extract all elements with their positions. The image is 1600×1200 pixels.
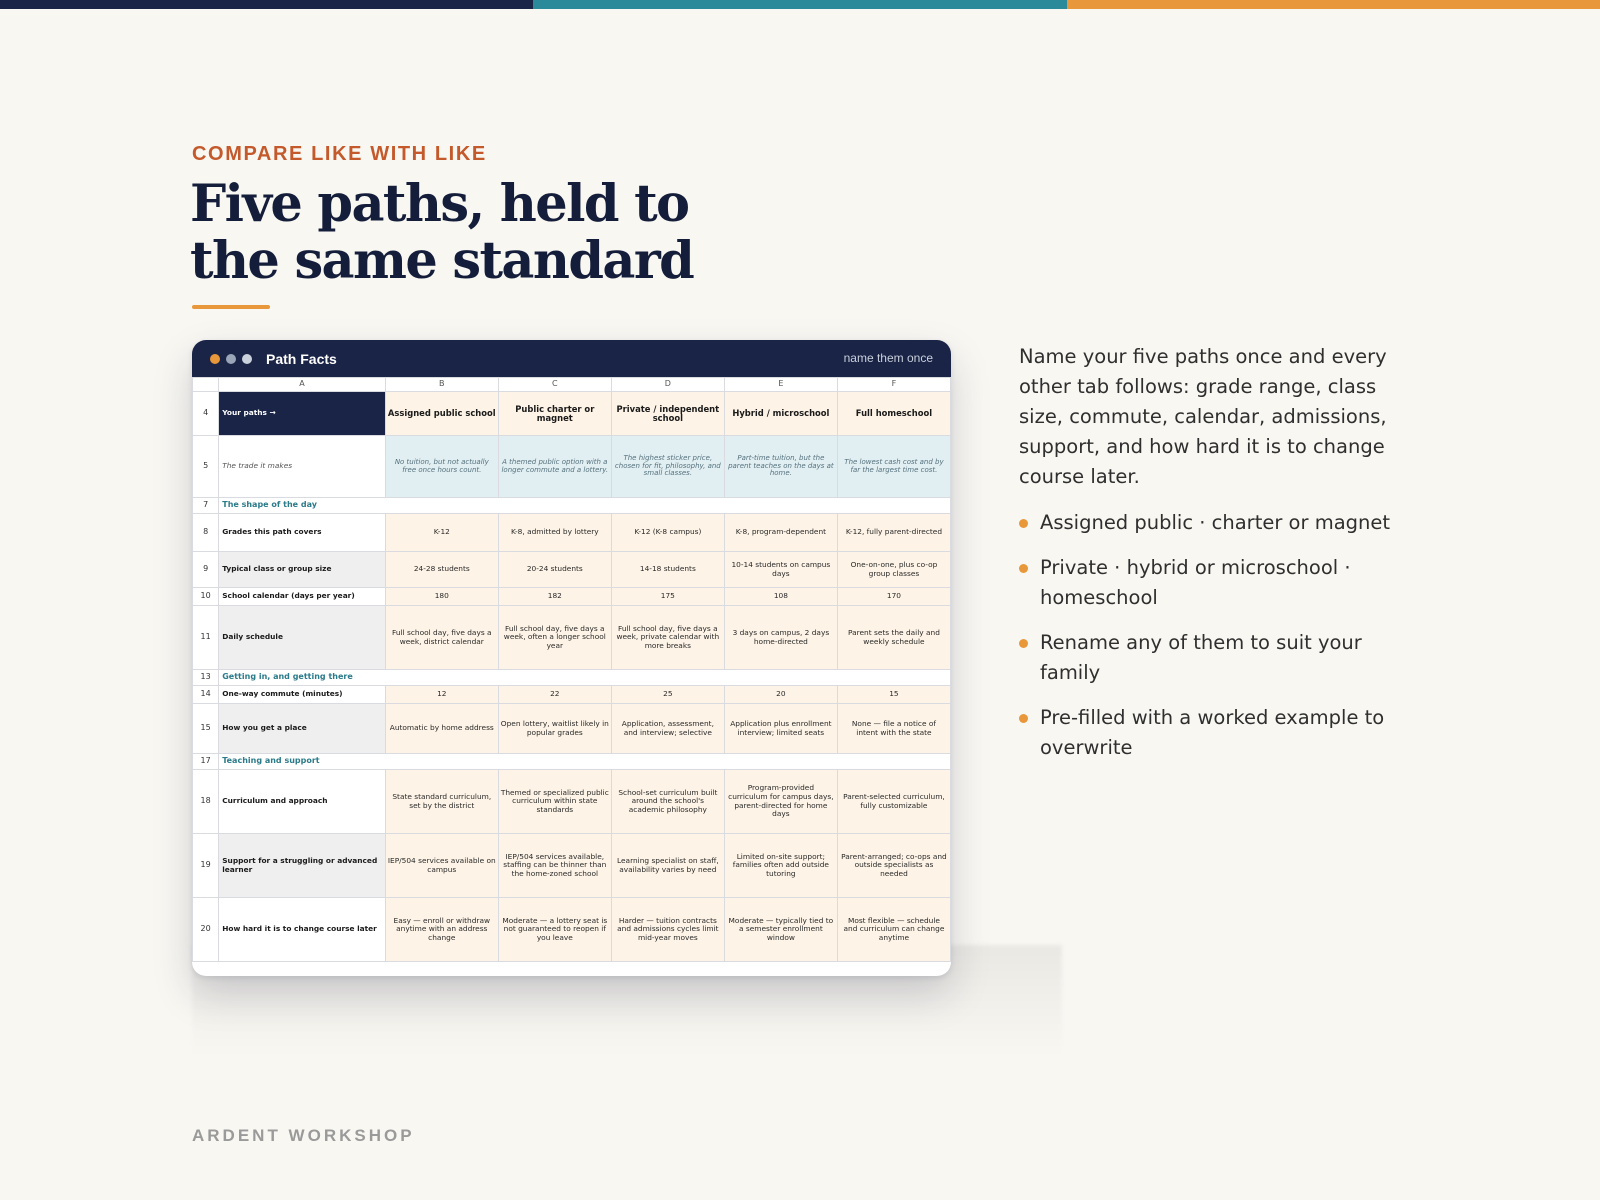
row-label: Typical class or group size — [219, 552, 386, 588]
table-row — [193, 606, 951, 670]
path-name-cell: Hybrid / microschool — [724, 392, 837, 436]
value-cell: K-12 — [385, 514, 498, 552]
table-row — [193, 392, 951, 436]
value-cell: Full school day, five days a week, often a longer school year — [498, 606, 611, 670]
bullet-dot-icon — [1019, 564, 1028, 573]
path-facts-table — [192, 377, 951, 962]
row-label: School calendar (days per year) — [219, 588, 386, 606]
row-number: 14 — [193, 686, 219, 704]
table-row — [193, 588, 951, 606]
value-cell: 180 — [385, 588, 498, 606]
table-row — [193, 770, 951, 834]
column-letter-e: E — [724, 378, 837, 392]
window-title: Path Facts — [266, 350, 337, 367]
spreadsheet-window — [192, 340, 951, 976]
value-cell: School-set curriculum built around the school's academic philosophy — [611, 770, 724, 834]
window-titlebar — [192, 340, 951, 377]
list-item — [1019, 508, 1419, 538]
value-cell: IEP/504 services available, staffing can be thinner than the home-zoned school — [498, 834, 611, 898]
row-number: 5 — [193, 436, 219, 498]
row-number: 10 — [193, 588, 219, 606]
value-cell: Full school day, five days a week, district calendar — [385, 606, 498, 670]
table-row — [193, 704, 951, 754]
trade-cell: No tuition, but not actually free once hours count. — [385, 436, 498, 498]
column-letter-b: B — [385, 378, 498, 392]
path-name-cell: Full homeschool — [837, 392, 950, 436]
section-title: The shape of the day — [219, 498, 951, 514]
row-number: 20 — [193, 898, 219, 962]
value-cell: Application, assessment, and interview; selective — [611, 704, 724, 754]
row-label: How you get a place — [219, 704, 386, 754]
value-cell: Parent-arranged; co-ops and outside specialists as needed — [837, 834, 950, 898]
value-cell: Parent sets the daily and weekly schedule — [837, 606, 950, 670]
window-dot-orange-icon — [210, 354, 220, 364]
bullet-dot-icon — [1019, 519, 1028, 528]
path-name-cell: Assigned public school — [385, 392, 498, 436]
value-cell: K-12, fully parent-directed — [837, 514, 950, 552]
list-item — [1019, 703, 1419, 763]
row-number: 4 — [193, 392, 219, 436]
top-bar-orange-segment — [1067, 0, 1600, 9]
table-row — [193, 834, 951, 898]
row-label: One-way commute (minutes) — [219, 686, 386, 704]
value-cell: Moderate — a lottery seat is not guaranteed to reopen if you leave — [498, 898, 611, 962]
list-item — [1019, 628, 1419, 688]
top-color-bar — [0, 0, 1600, 9]
title-underline — [192, 305, 270, 309]
window-hint: name them once — [843, 351, 933, 365]
trade-cell: The lowest cash cost and by far the largest time cost. — [837, 436, 950, 498]
value-cell: One-on-one, plus co-op group classes — [837, 552, 950, 588]
feature-list — [1019, 508, 1419, 778]
value-cell: K-8, admitted by lottery — [498, 514, 611, 552]
value-cell: 20-24 students — [498, 552, 611, 588]
window-dot-grey-icon — [226, 354, 236, 364]
row-label: How hard it is to change course later — [219, 898, 386, 962]
list-item-text: Private · hybrid or microschool · homeschool — [1040, 556, 1351, 609]
row-number: 13 — [193, 670, 219, 686]
row-label: Curriculum and approach — [219, 770, 386, 834]
list-item-text: Rename any of them to suit your family — [1040, 631, 1362, 684]
trade-label: The trade it makes — [219, 436, 386, 498]
value-cell: 108 — [724, 588, 837, 606]
value-cell: 10-14 students on campus days — [724, 552, 837, 588]
column-letter-d: D — [611, 378, 724, 392]
table-row — [193, 686, 951, 704]
table-row — [193, 552, 951, 588]
row-label: Grades this path covers — [219, 514, 386, 552]
value-cell: Limited on-site support; families often add outside tutoring — [724, 834, 837, 898]
value-cell: Open lottery, waitlist likely in popular grades — [498, 704, 611, 754]
row-number: 9 — [193, 552, 219, 588]
value-cell: 14-18 students — [611, 552, 724, 588]
value-cell: Moderate — typically tied to a semester enrollment window — [724, 898, 837, 962]
window-dot-light-icon — [242, 354, 252, 364]
column-letter-f: F — [837, 378, 950, 392]
value-cell: IEP/504 services available on campus — [385, 834, 498, 898]
value-cell: 12 — [385, 686, 498, 704]
value-cell: None — file a notice of intent with the state — [837, 704, 950, 754]
row-number: 8 — [193, 514, 219, 552]
section-title: Getting in, and getting there — [219, 670, 951, 686]
value-cell: K-8, program-dependent — [724, 514, 837, 552]
list-item-text: Pre-filled with a worked example to overwrite — [1040, 706, 1385, 759]
column-letter-a: A — [219, 378, 386, 392]
value-cell: 182 — [498, 588, 611, 606]
column-letter-c: C — [498, 378, 611, 392]
value-cell: Program-provided curriculum for campus days, parent-directed for home days — [724, 770, 837, 834]
row-number: 7 — [193, 498, 219, 514]
value-cell: 20 — [724, 686, 837, 704]
trade-cell: The highest sticker price, chosen for fit, philosophy, and small classes. — [611, 436, 724, 498]
value-cell: Automatic by home address — [385, 704, 498, 754]
table-row — [193, 498, 951, 514]
path-name-cell: Public charter or magnet — [498, 392, 611, 436]
bullet-dot-icon — [1019, 714, 1028, 723]
row-number: 15 — [193, 704, 219, 754]
value-cell: State standard curriculum, set by the district — [385, 770, 498, 834]
row-number: 11 — [193, 606, 219, 670]
trade-cell: A themed public option with a longer commute and a lottery. — [498, 436, 611, 498]
value-cell: Full school day, five days a week, private calendar with more breaks — [611, 606, 724, 670]
table-row — [193, 436, 951, 498]
section-title: Teaching and support — [219, 754, 951, 770]
value-cell: Harder — tuition contracts and admissions cycles limit mid-year moves — [611, 898, 724, 962]
top-bar-teal-segment — [533, 0, 1066, 9]
value-cell: 24-28 students — [385, 552, 498, 588]
table-row — [193, 754, 951, 770]
corner-cell — [193, 378, 219, 392]
value-cell: Learning specialist on staff, availability varies by need — [611, 834, 724, 898]
value-cell: Themed or specialized public curriculum within state standards — [498, 770, 611, 834]
row-label: Support for a struggling or advanced learner — [219, 834, 386, 898]
table-row — [193, 898, 951, 962]
eyebrow-label: COMPARE LIKE WITH LIKE — [192, 143, 487, 165]
value-cell: Parent-selected curriculum, fully customizable — [837, 770, 950, 834]
page-title: Five paths, held to the same standard — [190, 174, 694, 291]
description-text: Name your five paths once and every other tab follows: grade range, class size, commute, calendar, admissions, support, and how hard it is to change course later. — [1019, 345, 1387, 488]
row-number: 18 — [193, 770, 219, 834]
column-header-row — [193, 378, 951, 392]
value-cell: 3 days on campus, 2 days home-directed — [724, 606, 837, 670]
value-cell: 25 — [611, 686, 724, 704]
table-row — [193, 670, 951, 686]
list-item — [1019, 553, 1419, 613]
row-number: 19 — [193, 834, 219, 898]
value-cell: 15 — [837, 686, 950, 704]
value-cell: Application plus enrollment interview; limited seats — [724, 704, 837, 754]
row-number: 17 — [193, 754, 219, 770]
bullet-dot-icon — [1019, 639, 1028, 648]
table-row — [193, 514, 951, 552]
brand-footer: ARDENT WORKSHOP — [192, 1126, 415, 1145]
path-name-cell: Private / independent school — [611, 392, 724, 436]
value-cell: Most flexible — schedule and curriculum can change anytime — [837, 898, 950, 962]
value-cell: 170 — [837, 588, 950, 606]
value-cell: 175 — [611, 588, 724, 606]
paths-header-label: Your paths → — [219, 392, 386, 436]
top-bar-navy-segment — [0, 0, 533, 9]
row-label: Daily schedule — [219, 606, 386, 670]
list-item-text: Assigned public · charter or magnet — [1040, 511, 1391, 534]
value-cell: Easy — enroll or withdraw anytime with an address change — [385, 898, 498, 962]
value-cell: K-12 (K-8 campus) — [611, 514, 724, 552]
trade-cell: Part-time tuition, but the parent teaches on the days at home. — [724, 436, 837, 498]
value-cell: 22 — [498, 686, 611, 704]
